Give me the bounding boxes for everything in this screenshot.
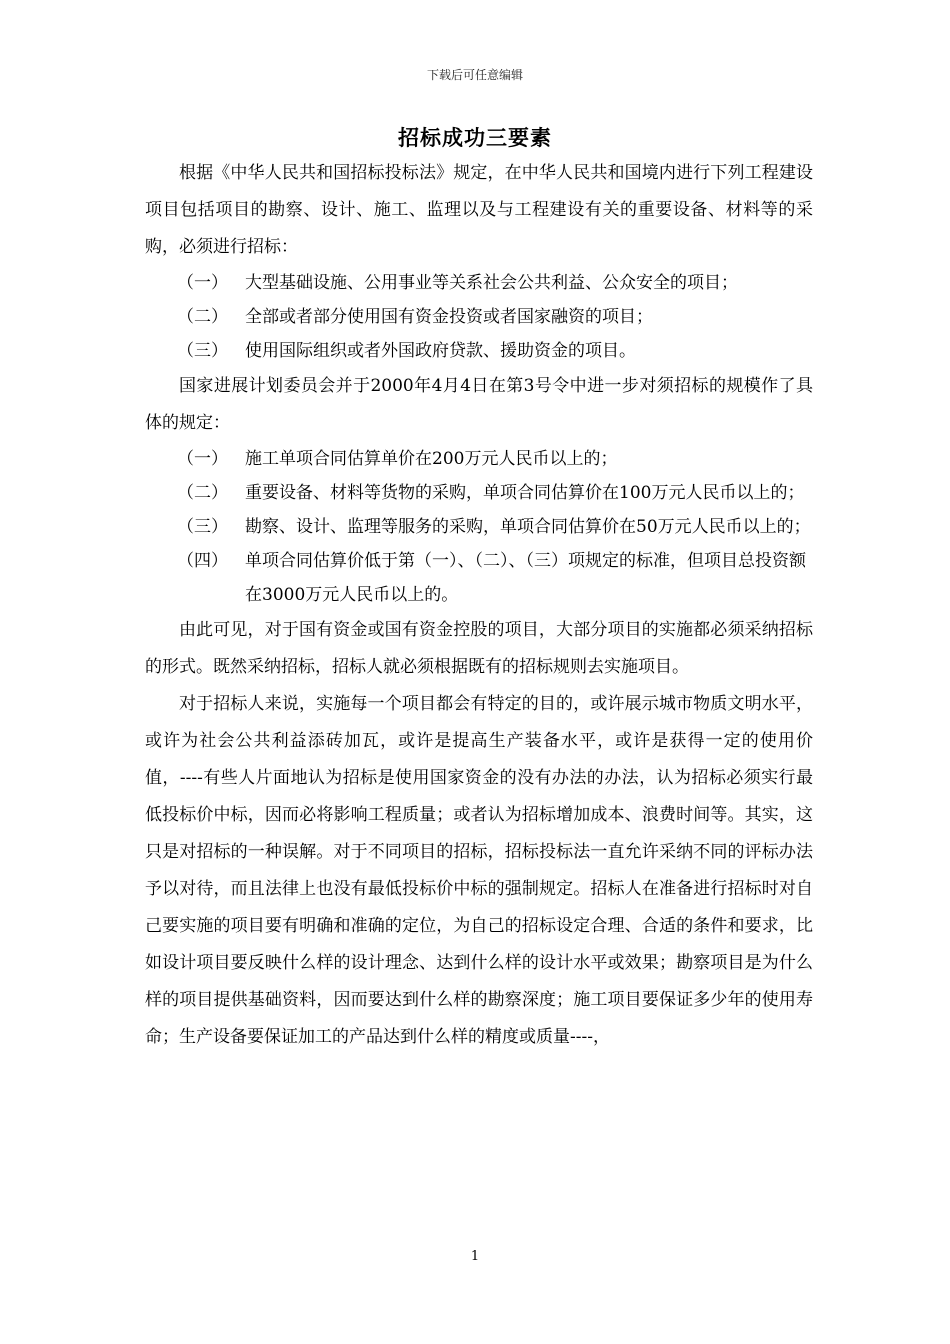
- list-item: [145, 300, 813, 334]
- conclusion-paragraph: 由此可见，对于国有资金或国有资金控股的项目，大部分项目的实施都必须采纳招标的形式。既然采纳招标，招标人就必须根据既有的招标规则去实施项目。: [145, 620, 813, 677]
- threshold-list: [145, 442, 813, 612]
- list-item-number: （一）: [177, 449, 228, 469]
- list-item: [145, 544, 813, 612]
- list-item: [145, 266, 813, 300]
- list-item: [145, 476, 813, 510]
- list-item-number: （二）: [177, 483, 228, 503]
- list-item: [145, 334, 813, 368]
- regulation-paragraph: 国家进展计划委员会并于2000年4月4日在第3号令中进一步对须招标的规模作了具体的规定：: [145, 376, 813, 433]
- list-item-text: 使用国际组织或者外国政府贷款、援助资金的项目。: [245, 341, 636, 361]
- list-item-text: 单项合同估算价低于第（一）、（二）、（三）项规定的标准，但项目总投资额在3000万元人民币以上的。: [245, 551, 806, 605]
- list-item: [145, 442, 813, 476]
- list-item-text: 勘察、设计、监理等服务的采购，单项合同估算价在50万元人民币以上的；: [245, 517, 811, 537]
- document-title: 招标成功三要素: [398, 125, 552, 150]
- page-number: 1: [470, 1249, 480, 1264]
- list-item-text: 重要设备、材料等货物的采购，单项合同估算价在100万元人民币以上的；: [245, 483, 805, 503]
- list-item-text: 施工单项合同估算单价在200万元人民币以上的；: [245, 449, 618, 469]
- document-body: [145, 155, 813, 1056]
- list-item: [145, 510, 813, 544]
- list-item-number: （二）: [177, 307, 228, 327]
- list-item-number: （三）: [177, 341, 228, 361]
- list-item-number: （三）: [177, 517, 228, 537]
- list-item-text: 全部或者部分使用国有资金投资或者国家融资的项目；: [245, 307, 653, 327]
- intro-paragraph: 根据《中华人民共和国招标投标法》规定，在中华人民共和国境内进行下列工程建设项目包括项目的勘察、设计、施工、监理以及与工程建设有关的重要设备、材料等的采购，必须进行招标：: [145, 163, 813, 257]
- discussion-paragraph: 对于招标人来说，实施每一个项目都会有特定的目的，或许展示城市物质文明水平，或许为社会公共利益添砖加瓦，或许是提高生产装备水平，或许是获得一定的使用价值，----有些人片面地认为招标是使用国家资金的没有办法的办法，认为招标必须实行最低投标价中标，因而必将影响工程质量；或者认为招标增加成本、浪费时间等。其实，这只是对招标的一种误解。对于不同项目的招标，招标投标法一直允许采纳不同的评标办法予以对待，而且法律上也没有最低投标价中标的强制规定。招标人在准备进行招标时对自己要实施的项目要有明确和准确的定位，为自己的招标设定合理、合适的条件和要求，比如设计项目要反映什么样的设计理念、达到什么样的设计水平或效果；勘察项目是为什么样的项目提供基础资料，因而要达到什么样的勘察深度；施工项目要保证多少年的使用寿命；生产设备要保证加工的产品达到什么样的精度或质量----，: [145, 694, 813, 1047]
- list-item-text: 大型基础设施、公用事业等关系社会公共利益、公众安全的项目；: [245, 273, 738, 293]
- scope-list: [145, 266, 813, 368]
- list-item-number: （一）: [177, 273, 228, 293]
- list-item-number: （四）: [177, 551, 228, 571]
- page-header: 下载后可任意编辑: [426, 68, 523, 82]
